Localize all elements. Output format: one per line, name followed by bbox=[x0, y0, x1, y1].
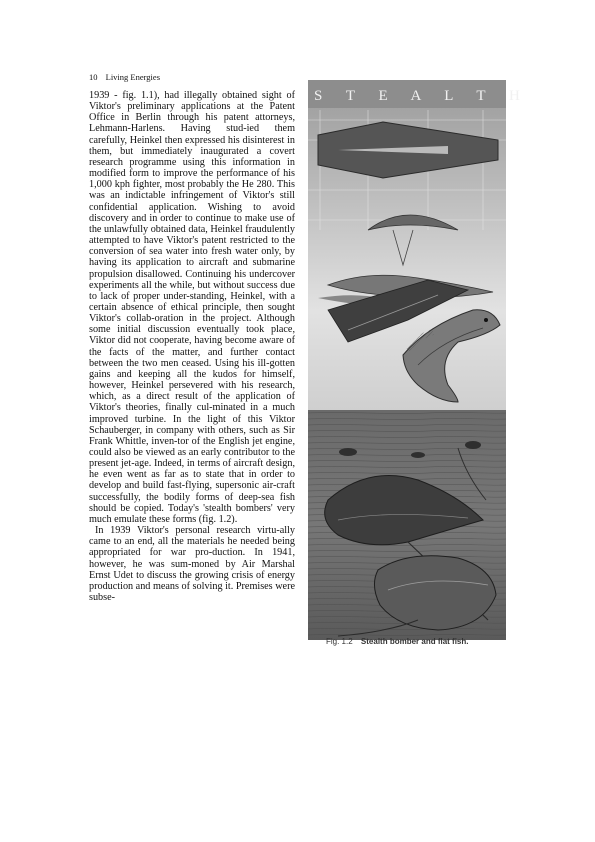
body-text-column bbox=[89, 90, 295, 603]
figure-caption bbox=[326, 637, 469, 646]
paragraph-2: In 1939 Viktor's personal research virtu-ally came to an end, all the materials he needed being appropriated for war pro-duction. In 1941, however, he was sum-moned by Air Marshal Ernst Udet to discuss the growing crisis of energy production and means of solving it. Premises were subse- bbox=[89, 525, 295, 604]
banner-text: S T E A L T H bbox=[314, 88, 530, 104]
stealth-fish-illustration bbox=[308, 80, 530, 640]
paragraph-1: 1939 - fig. 1.1), had illegally obtained sight of Viktor's preliminary applications at the Patent Office in Berlin through his patent attorneys, Lehmann-Harlens. Having stud-ied them carefully, Heinkel then expressed his disinterest in them, but immediately inaugurated a covert research programme using this information in modified form to improve the performance of his 1,000 kph fighter, most probably the He 280. This was an indictable infringement of Viktor's still confidential application. Wishing to avoid discovery and in order to continue to make use of the unlawfully obtained data, Heinkel fraudulently attempted to have Viktor's patent restricted to the conversion of sea water into fresh water only, by having its application to aircraft and submarine propulsion disallowed. Continuing his undercover experiments all the while, but without success due to lack of proper under-standing, Heinkel, with a certain absence of ethical principle, then sought Viktor's collab-oration in the project. Although some initial discussion eventually took place, Viktor did not cooperate, having become aware of the facts of the matter, and further contact between the two men ceased. Using his ill-gotten gains and keeping all the kudos for himself, however, Heinkel persevered with his research, which, as a direct result of the application of Viktor's theories, finally cul-minated in a much improved turbine. In the light of this Viktor Schauberger, in company with others, such as Sir Frank Whittle, inven-tor of the English jet engine, could also be viewed as an early contributor to the present jet-age. Indeed, in terms of aircraft design, he even went as far as to state that in order to develop and build fast-flying, supersonic air-craft successfully, the bodily forms of deep-sea fish should be copied. Today's 'stealth bombers' very much emulate these forms (fig. 1.2). bbox=[89, 90, 295, 525]
figure-illustration bbox=[308, 80, 530, 640]
caption-text: Stealth bomber and flat fish. bbox=[360, 637, 469, 646]
caption-label: Fig. 1.2 bbox=[326, 637, 353, 646]
running-title: Living Energies bbox=[105, 72, 160, 82]
page-number: 10 bbox=[89, 72, 98, 82]
running-header bbox=[89, 72, 160, 82]
